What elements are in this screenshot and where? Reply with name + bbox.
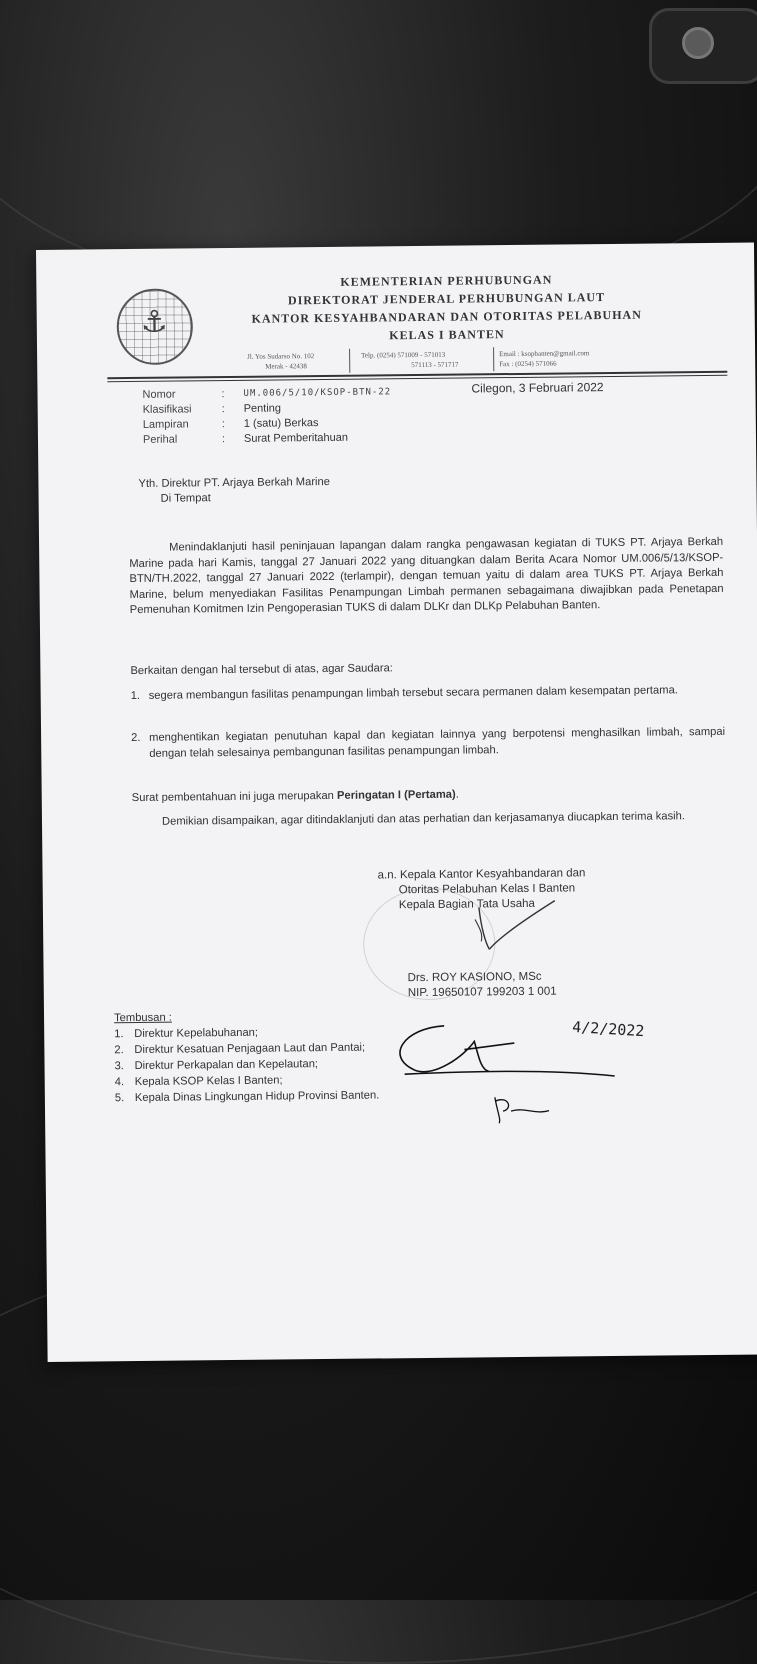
cc-text: Kepala KSOP Kelas I Banten; bbox=[134, 1074, 283, 1089]
cc-text: Direktur Perkapalan dan Kepelautan; bbox=[134, 1058, 319, 1073]
phone-block bbox=[361, 350, 459, 371]
letterhead-class: KELAS I BANTEN bbox=[389, 327, 505, 343]
warning-text: Peringatan I (Pertama) bbox=[336, 788, 456, 802]
cc-number: 5. bbox=[114, 1092, 125, 1105]
address-line: Jl. Yos Sudarso No. 102 bbox=[247, 352, 315, 361]
colon: : bbox=[221, 403, 225, 416]
recipient-line: Yth. Direktur PT. Arjaya Berkah Marine bbox=[138, 475, 331, 490]
body-paragraph-2: Berkaitan dengan hal tersebut di atas, agar Saudara: bbox=[130, 662, 393, 678]
perihal-label: Perihal bbox=[142, 433, 178, 446]
signature-line: Kepala Bagian Tata Usaha bbox=[398, 897, 535, 912]
cc-text: Direktur Kepelabuhanan; bbox=[134, 1026, 259, 1041]
divider bbox=[493, 347, 494, 371]
letterhead-ministry: KEMENTERIAN PERHUBUNGAN bbox=[340, 272, 553, 289]
address-line: Merak - 42438 bbox=[265, 362, 307, 371]
cc-list-item bbox=[115, 1074, 283, 1088]
paragraph-text: . bbox=[455, 788, 459, 801]
body-paragraph-1: Menindaklanjuti hasil peninjauan lapangan dalam rangka pengawasan kegiatan di TUKS PT. Arjaya Berkah Marine pada hari Kamis, tanggal 27 Januari 2022 yang dituangkan dalam Berita Acara Nomor UM.006/5/13/KSOP-BTN/TH.2022, tanggal 27 Januari 2022 (terlampir), dengan temuan yaitu di dalam area TUKS PT. Arjaya Berkah Marine, belum menyediakan Fasilitas Penampungan Limbah permanen sebagaimana diwajibkan pada Penetapan Pemenuhan Komitmen Izin Pengoperasian TUKS di dalam DLKr dan DLKp Pelabuhan Banten. bbox=[129, 535, 724, 617]
nomor-value: UM.006/5/10/KSOP-BTN-22 bbox=[243, 387, 392, 399]
perihal-value: Surat Pemberitahuan bbox=[243, 431, 348, 445]
signatory-nip: NIP. 19650107 199203 1 001 bbox=[407, 985, 557, 1000]
address-block bbox=[247, 351, 314, 372]
paragraph-text: Surat pembentahuan ini juga merupakan bbox=[131, 789, 338, 805]
lampiran-value: 1 (satu) Berkas bbox=[243, 417, 319, 430]
cc-text: Kepala Dinas Lingkungan Hidup Provinsi Banten. bbox=[134, 1089, 380, 1105]
cc-number: 3. bbox=[114, 1060, 124, 1073]
divider bbox=[349, 349, 350, 373]
body-paragraph-4: Demikian disampaikan, agar ditindaklanjuti dan atas perhatian dan kerjasamanya diucapkan terima kasih. bbox=[161, 810, 686, 828]
phone-line: 571113 - 571717 bbox=[411, 360, 459, 370]
seat-knob bbox=[649, 8, 757, 84]
receiver-signature-icon bbox=[384, 1014, 625, 1127]
letterhead-directorate: DIREKTORAT JENDERAL PERHUBUNGAN LAUT bbox=[287, 290, 606, 308]
body-paragraph-3 bbox=[132, 788, 459, 807]
email-line: Email : ksopbanten@gmail.com bbox=[499, 349, 590, 359]
cc-text: Direktur Kesatuan Penjagaan Laut dan Pantai; bbox=[134, 1041, 366, 1057]
cc-list-item bbox=[114, 1058, 318, 1072]
official-signature-icon bbox=[459, 896, 570, 967]
cc-number: 4. bbox=[114, 1076, 125, 1089]
colon: : bbox=[221, 418, 225, 431]
klasifikasi-label: Klasifikasi bbox=[142, 403, 192, 416]
letter-paper bbox=[36, 242, 757, 1361]
list-item-2: menghentikan kegiatan penutuhan kapal dan kegiatan lainnya yang berpotensi menghasilkan limbah, sampai dengan telah selesainya pembangunan fasilitas penampungan limbah. bbox=[149, 725, 726, 760]
cc-number: 1. bbox=[114, 1028, 124, 1041]
cc-list-item bbox=[115, 1089, 380, 1104]
signature-line: Otoritas Pelabuhan Kelas I Banten bbox=[398, 882, 576, 897]
cc-number: 2. bbox=[114, 1044, 124, 1057]
nomor-label: Nomor bbox=[142, 388, 176, 401]
signatory-name: Drs. ROY KASIONO, MSc bbox=[407, 970, 542, 985]
letterhead-office: KANTOR KESYAHBANDARAN DAN OTORITAS PELABUHAN bbox=[251, 307, 642, 326]
signature-line: a.n. Kepala Kantor Kesyahbandaran dan bbox=[377, 867, 586, 882]
colon: : bbox=[221, 388, 225, 401]
recipient-place: Di Tempat bbox=[160, 492, 211, 505]
lampiran-label: Lampiran bbox=[142, 418, 189, 431]
list-item-1: segera membangun fasilitas penampungan limbah tersebut secara permanen dalam kesempatan pertama. bbox=[148, 684, 678, 702]
email-block bbox=[499, 348, 589, 369]
list-number: 1. bbox=[130, 689, 141, 703]
fax-line: Fax : (0254) 571066 bbox=[499, 359, 557, 369]
cc-list-item bbox=[114, 1027, 258, 1041]
letter-date: Cilegon, 3 Februari 2022 bbox=[471, 380, 604, 396]
colon: : bbox=[221, 433, 226, 446]
ministry-logo-icon bbox=[116, 288, 193, 365]
list-number: 2. bbox=[131, 731, 141, 745]
handwritten-date: 4/2/2022 bbox=[571, 1017, 645, 1041]
cc-list-item bbox=[114, 1042, 365, 1057]
tembusan-title: Tembusan : bbox=[113, 1011, 172, 1025]
klasifikasi-value: Penting bbox=[243, 402, 282, 415]
phone-line: Telp. (0254) 571009 - 571013 bbox=[361, 350, 446, 360]
